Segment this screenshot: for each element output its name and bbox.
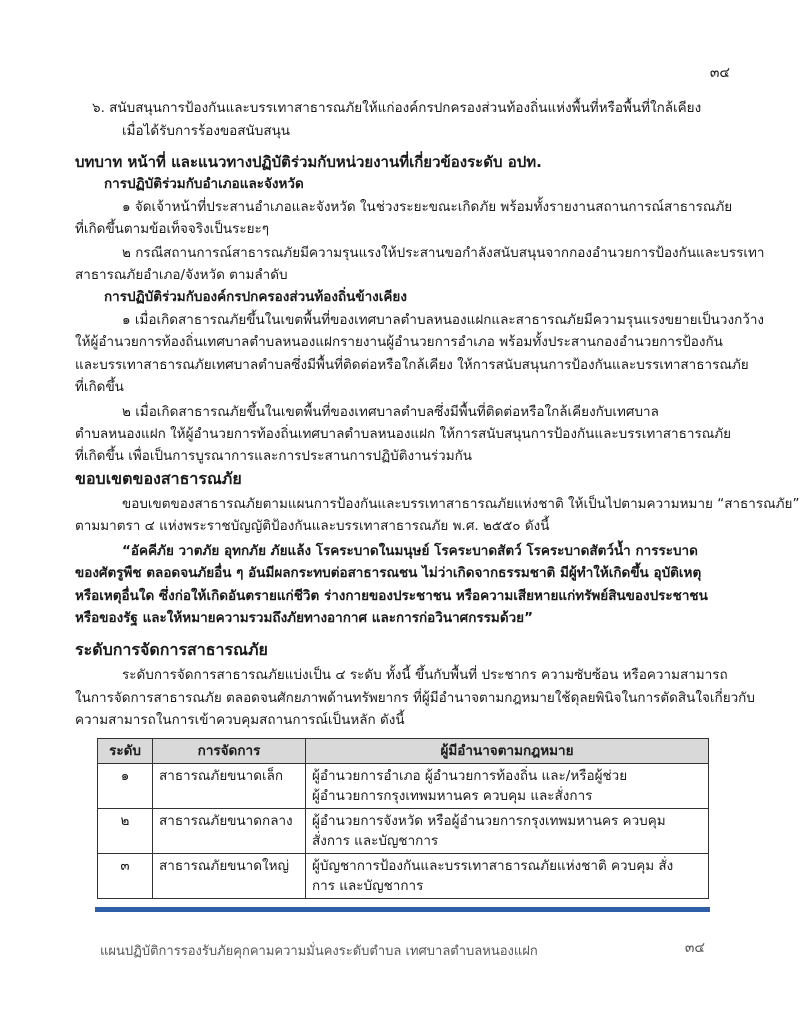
- roles-p3-line4: ที่เกิดขึ้น: [75, 379, 124, 395]
- roles-subheading-2: การปฏิบัติร่วมกับองค์กรปกครองส่วนท้องถิ่นข้างเคียง: [104, 289, 407, 305]
- authority-line: การ และบัญชาการ: [312, 878, 424, 894]
- page-number-top: ๓๔: [709, 65, 730, 81]
- row-management: สาธารณภัยขนาดใหญ่: [153, 854, 306, 899]
- authority-line: ผู้บัญชาการป้องกันและบรรเทาสาธารณภัยแห่งชาติ ควบคุม สั่ง: [312, 858, 674, 874]
- table-header-row: [98, 739, 709, 764]
- row-level: ๒: [98, 809, 153, 854]
- item6-line1: ๖. สนับสนุนการป้องกันและบรรเทาสาธารณภัยให้แก่องค์กรปกครองส่วนท้องถิ่นแห่งพื้นที่หรือพื้นที่ใกล้เคียง: [92, 100, 702, 116]
- roles-p4-line3: ที่เกิดขึ้น เพื่อเป็นการบูรณาการและการประสานการปฏิบัติงานร่วมกัน: [75, 448, 473, 464]
- section-levels-heading: ระดับการจัดการสาธารณภัย: [75, 640, 268, 659]
- row-authority: [306, 854, 709, 899]
- scope-line1: ขอบเขตของสาธารณภัยตามแผนการป้องกันและบรรเทาสาธารณภัยแห่งชาติ ให้เป็นไปตามความหมาย “สาธารณภัย”: [122, 496, 800, 512]
- levels-table: [97, 738, 709, 899]
- row-level: ๓: [98, 854, 153, 899]
- roles-p4-line1: ๒ เมื่อเกิดสาธารณภัยขึ้นในเขตพื้นที่ของเทศบาลตำบลซึ่งมีพื้นที่ติดต่อหรือใกล้เคียงกับเทศบาล: [122, 404, 659, 420]
- roles-subheading-1: การปฏิบัติร่วมกับอำเภอและจังหวัด: [104, 176, 304, 192]
- item6-line2: เมื่อได้รับการร้องขอสนับสนุน: [122, 123, 291, 139]
- footer-rule: [95, 907, 710, 912]
- footer-page-number: ๓๔: [684, 940, 705, 956]
- levels-line1: ระดับการจัดการสาธารณภัยแบ่งเป็น ๔ ระดับ ทั้งนี้ ขึ้นกับพื้นที่ ประชากร ความซับซ้อน หรือความสามารถ: [122, 667, 728, 683]
- authority-line: ผู้อำนวยการอำเภอ ผู้อำนวยการท้องถิ่น และ/หรือผู้ช่วย: [312, 768, 628, 784]
- table-row: [98, 854, 709, 899]
- roles-p2-line2: สาธารณภัยอำเภอ/จังหวัด ตามลำดับ: [75, 267, 288, 283]
- header-level: ระดับ: [98, 739, 153, 764]
- row-management: สาธารณภัยขนาดเล็ก: [153, 764, 306, 809]
- roles-p1-line1: ๑ จัดเจ้าหน้าที่ประสานอำเภอและจังหวัด ในช่วงระยะขณะเกิดภัย พร้อมทั้งรายงานสถานการณ์สาธารณภัย: [122, 199, 733, 215]
- authority-line: ผู้อำนวยการจังหวัด หรือผู้อำนวยการกรุงเทพมหานคร ควบคุม: [312, 813, 666, 829]
- authority-line: สั่งการ และบัญชาการ: [312, 833, 439, 849]
- row-level: ๑: [98, 764, 153, 809]
- scope-quote-line2: ของศัตรูพืช ตลอดจนภัยอื่น ๆ อันมีผลกระทบต่อสาธารณชน ไม่ว่าเกิดจากธรรมชาติ มีผู้ทำให้เกิดขึ้น อุบัติเหตุ: [75, 565, 702, 581]
- roles-p3-line1: ๑ เมื่อเกิดสาธารณภัยขึ้นในเขตพื้นที่ของเทศบาลตำบลหนองแฝกและสาธารณภัยมีความรุนแรงขยายเป็นวงกว้าง: [122, 312, 765, 328]
- scope-quote-line3: หรือเหตุอื่นใด ซึ่งก่อให้เกิดอันตรายแก่ชีวิต ร่างกายของประชาชน หรือความเสียหายแก่ทรัพย์สินของประชาชน: [75, 588, 708, 604]
- section-scope-heading: ขอบเขตของสาธารณภัย: [75, 469, 242, 488]
- scope-quote-line4: หรือของรัฐ และให้หมายความรวมถึงภัยทางอากาศ และการก่อวินาศกรรมด้วย”: [75, 610, 533, 626]
- roles-p4-line2: ตำบลหนองแฝก ให้ผู้อำนวยการท้องถิ่นเทศบาลตำบลหนองแฝก ให้การสนับสนุนการป้องกันและบรรเทาสาธารณภัย: [75, 426, 732, 442]
- roles-p2-line1: ๒ กรณีสถานการณ์สาธารณภัยมีความรุนแรงให้ประสานขอกำลังสนับสนุนจากกองอำนวยการป้องกันและบรรเทา: [122, 245, 765, 261]
- roles-p3-line2: ให้ผู้อำนวยการท้องถิ่นเทศบาลตำบลหนองแฝกรายงานผู้อำนวยการอำเภอ พร้อมทั้งประสานกองอำนวยการป้องกัน: [75, 334, 723, 350]
- levels-line2: ในการจัดการสาธารณภัย ตลอดจนศักยภาพด้านทรัพยากร ที่ผู้มีอำนาจตามกฎหมายใช้ดุลยพินิจในการตัดสินใจเกี่ยวกับ: [75, 690, 755, 706]
- levels-line3: ความสามารถในการเข้าควบคุมสถานการณ์เป็นหลัก ดังนี้: [75, 712, 405, 728]
- header-management: การจัดการ: [153, 739, 306, 764]
- row-authority: [306, 809, 709, 854]
- authority-line: ผู้อำนวยการกรุงเทพมหานคร ควบคุม และสั่งการ: [312, 788, 593, 804]
- scope-line2: ตามมาตรา ๔ แห่งพระราชบัญญัติป้องกันและบรรเทาสาธารณภัย พ.ศ. ๒๕๕๐ ดังนี้: [75, 518, 550, 534]
- table-row: [98, 809, 709, 854]
- roles-p3-line3: และบรรเทาสาธารณภัยเทศบาลตำบลซึ่งมีพื้นที่ติดต่อหรือใกล้เคียง ให้การสนับสนุนการป้องกันและบรรเทาสาธารณภัย: [75, 357, 749, 373]
- scope-quote-line1: “อัคคีภัย วาตภัย อุทกภัย ภัยแล้ง โรคระบาดในมนุษย์ โรคระบาดสัตว์ โรคระบาดสัตว์น้ำ การระบาด: [122, 543, 698, 559]
- section-roles-heading: บทบาท หน้าที่ และแนวทางปฏิบัติร่วมกับหน่วยงานที่เกี่ยวข้องระดับ อปท.: [75, 153, 542, 171]
- header-authority: ผู้มีอำนาจตามกฎหมาย: [306, 739, 709, 764]
- row-management: สาธารณภัยขนาดกลาง: [153, 809, 306, 854]
- row-authority: [306, 764, 709, 809]
- roles-p1-line2: ที่เกิดขึ้นตามข้อเท็จจริงเป็นระยะๆ: [75, 221, 269, 237]
- table-row: [98, 764, 709, 809]
- footer-text: แผนปฏิบัติการรองรับภัยคุกคามความมั่นคงระดับตำบล เทศบาลตำบลหนองแฝก: [100, 944, 538, 959]
